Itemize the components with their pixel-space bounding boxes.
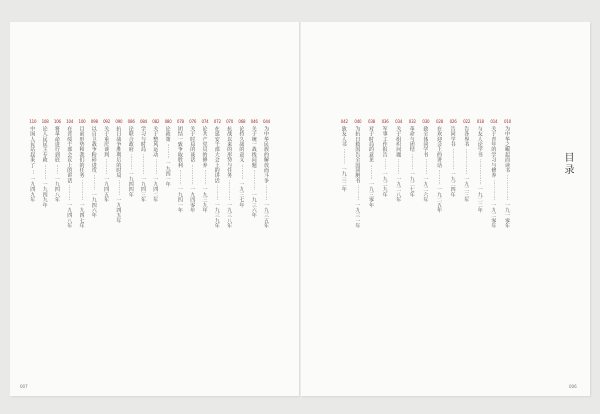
toc-page-number: 078 — [176, 119, 184, 124]
book-spine — [299, 22, 301, 396]
toc-page-number: 100 — [78, 119, 86, 124]
toc-entry — [367, 119, 376, 379]
toc-entry — [340, 119, 349, 379]
toc-entry-title: 论政策 ⋯⋯⋯ 一九四一年 — [164, 126, 171, 187]
toc-entry-title: 学习与时局 ⋯⋯⋯⋯ 一九四三年 — [140, 126, 146, 203]
toc-page-number: 070 — [226, 119, 234, 124]
toc-entry-title: 论共产党员的修养 ⋯⋯⋯ 一九三九年 — [201, 126, 208, 213]
toc-entry — [41, 119, 50, 379]
toc-page-number: 028 — [435, 119, 444, 124]
toc-entry — [435, 119, 444, 379]
toc-entry-title: 与友人论学书 ⋯⋯⋯⋯⋯ 一九二二年 — [476, 126, 483, 213]
toc-page-number: 032 — [408, 119, 416, 124]
toc-entry-title: 抗战以来的形势与任务 ⋯⋯⋯⋯ 一九三八年 — [226, 126, 233, 229]
toc-page-number: 098 — [90, 119, 98, 124]
toc-entry — [164, 119, 173, 379]
toc-entry-title: 以自卫战争粉碎进攻 ⋯⋯⋯ 一九四六年 — [90, 126, 97, 218]
toc-page-number: 082 — [152, 119, 160, 124]
toc-entry-title: 论持久战的意义 ⋯⋯⋯ 一九三七年 — [238, 126, 245, 208]
toc-page-number: 080 — [164, 119, 172, 124]
toc-entry — [262, 119, 271, 379]
toc-entry-title: 在延安干部大会上的讲话 ⋯⋯⋯ 一九三九年 — [213, 126, 220, 229]
toc-entry — [476, 119, 485, 379]
toc-page-number: 074 — [201, 119, 209, 124]
toc-entry — [225, 119, 234, 379]
toc-entry-title: 革命与团结 ⋯⋯⋯ 一九二七年 — [408, 126, 415, 198]
toc-page-number: 086 — [127, 119, 135, 124]
toc-entry-title: 告同学书 ⋯⋯⋯⋯ 一九二四年 — [449, 126, 456, 198]
toc-entry — [28, 119, 37, 379]
toc-entry-title: 目前形势和我们的任务 ⋯⋯⋯⋯ 一九四七年 — [78, 126, 85, 229]
toc-page-number: 068 — [238, 119, 246, 124]
toc-entry — [449, 119, 458, 379]
toc-entry — [250, 119, 259, 379]
toc-page-number: 026 — [449, 119, 457, 124]
toc-entry — [151, 119, 160, 379]
toc-entry-title: 关于整风运动 ⋯⋯⋯ 一九四二年 — [152, 126, 159, 203]
toc-entry — [408, 119, 417, 379]
toc-entry — [237, 119, 246, 379]
toc-entry — [78, 119, 87, 379]
toc-entry-title: 关于重庆谈判 ⋯⋯⋯ 一九四五年 — [103, 126, 110, 203]
left-page-number: 007 — [20, 384, 28, 389]
toc-entry-title: 关于时局的谈话 ⋯⋯⋯⋯ 一九四零年 — [189, 126, 196, 213]
toc-entry-title: 抗日战争胜利后的时局 ⋯⋯⋯ 一九四五年 — [115, 126, 122, 224]
toc-entry — [503, 119, 512, 379]
toc-entry-title: 军事工作报告 ⋯⋯ 一九二九年 — [381, 126, 388, 198]
toc-entry-title: 告各界书 ⋯⋯⋯⋯⋯ 一九二三年 — [463, 126, 470, 203]
toc-page-number: 108 — [41, 119, 49, 124]
toc-entry-title: 中国人民站起来了 ⋯ 一九四九年 — [29, 126, 36, 203]
toc-entry-title: 在欢迎会上的讲话 ⋯⋯⋯ 一九二五年 — [436, 126, 442, 213]
toc-entry — [127, 119, 136, 379]
toc-page-number: 022 — [463, 119, 471, 124]
toc-page-number: 076 — [189, 119, 197, 124]
toc-entry — [65, 119, 74, 379]
toc-page-number: 092 — [103, 119, 111, 124]
toc-entry-title: 将革命进行到底 ⋯⋯ 一九四八年 — [53, 126, 60, 203]
toc-page-number: 072 — [213, 119, 221, 124]
toc-entry — [213, 119, 222, 379]
toc-page-number: 038 — [367, 119, 376, 124]
toc-entry-title: 致友人书 ⋯⋯⋯ 一九三二年 — [340, 126, 347, 192]
toc-entry — [381, 119, 390, 379]
page-title: 目录 — [562, 152, 573, 176]
toc-entry — [353, 119, 362, 379]
toc-entry-title: 关于统一战线问题 ⋯⋯⋯⋯ 一九三六年 — [250, 126, 257, 218]
toc-page-number: 036 — [381, 119, 389, 124]
toc-entry — [53, 119, 62, 379]
toc-page-number: 106 — [53, 119, 61, 124]
toc-page-number: 014 — [490, 119, 498, 124]
toc-entry-title: 为中华之崛起而读书 ⋯⋯⋯⋯⋯ 一九一零年 — [504, 126, 510, 229]
toc-entry-title: 关于组织问题 ⋯⋯⋯ 一九二八年 — [395, 126, 402, 203]
toc-page-number: 040 — [354, 119, 362, 124]
toc-entry — [139, 119, 148, 379]
toc-page-number: 042 — [340, 119, 348, 124]
toc-page-number: 090 — [115, 119, 123, 124]
toc-entry-title: 对于时局的意见 ⋯⋯⋯ 一九三零年 — [368, 126, 374, 208]
toc-entry-title: 团结一致争取胜利 ⋯⋯⋯ 一九四一年 — [176, 126, 183, 213]
toc-entry — [102, 119, 111, 379]
toc-entry — [188, 119, 197, 379]
toc-page-number: 104 — [66, 119, 74, 124]
right-page-number: 006 — [569, 384, 577, 389]
toc-entry-title: 论联合政府 ⋯⋯⋯ 一九四四年 — [127, 126, 134, 198]
toc-page-number: 030 — [422, 119, 430, 124]
toc-entry — [421, 119, 430, 379]
toc-entry — [462, 119, 471, 379]
toc-entry-title: 在晋绥干部会议上的讲话 ⋯⋯⋯ 一九四八年 — [66, 126, 73, 229]
toc-entry — [201, 119, 210, 379]
toc-entry-title: 为抗日救国告全国同胞书 ⋯⋯⋯ 一九三一年 — [354, 126, 361, 229]
toc-page-number: 044 — [262, 119, 271, 124]
toc-entry-title: 关于青年的学习与修养 ⋯⋯⋯⋯ 一九二零年 — [490, 126, 497, 229]
toc-page-number: 034 — [395, 119, 403, 124]
toc-page-number: 018 — [476, 119, 484, 124]
toc-entry — [90, 119, 99, 379]
toc-entry — [489, 119, 498, 379]
toc-page-number: 110 — [29, 119, 37, 124]
toc-entry — [114, 119, 123, 379]
toc-entry-title: 致全体同学书 ⋯⋯⋯ 一九二六年 — [422, 126, 429, 203]
toc-page-number: 010 — [503, 119, 512, 124]
toc-entry — [394, 119, 403, 379]
toc-entry — [176, 119, 185, 379]
toc-page-number: 084 — [139, 119, 148, 124]
toc-page-number: 046 — [250, 119, 258, 124]
toc-entry-title: 论人民民主专政 ⋯⋯⋯ 一九四九年 — [41, 126, 48, 208]
toc-entry-title: 为中华民族的解放而斗争 ⋯⋯⋯ 一九三五年 — [263, 126, 269, 229]
